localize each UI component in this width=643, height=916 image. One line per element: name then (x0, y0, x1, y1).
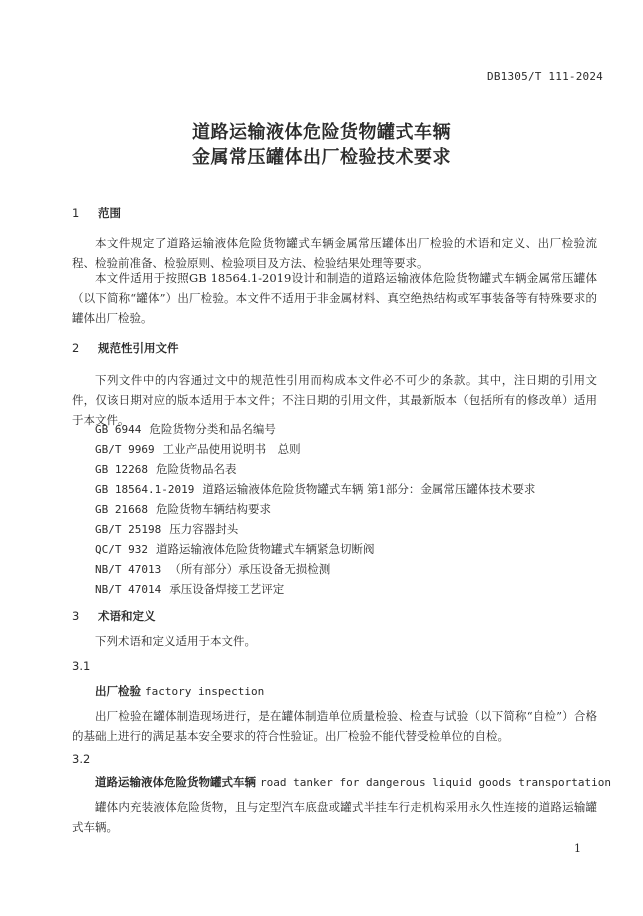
term-definition: 罐体内充装液体危险货物，且与定型汽车底盘或罐式半挂车行走机构采用永久性连接的道路运输罐式车辆。 (72, 800, 597, 834)
reference-item: NB/T 47013 （所有部分）承压设备无损检测 (95, 562, 331, 576)
title-line-1: 道路运输液体危险货物罐式车辆 (192, 122, 451, 143)
section-3-heading (72, 608, 156, 624)
term-title: 出厂检验 factory inspection (95, 684, 265, 698)
section-3-paragraph-1: 下列术语和定义适用于本文件。 (95, 634, 256, 648)
reference-item: QC/T 932 道路运输液体危险货物罐式车辆紧急切断阀 (95, 542, 375, 556)
reference-item: GB/T 9969 工业产品使用说明书 总则 (95, 442, 301, 456)
reference-item: GB 12268 危险货物品名表 (95, 462, 237, 476)
reference-item: GB/T 25198 压力容器封头 (95, 522, 239, 536)
title-line-2: 金属常压罐体出厂检验技术要求 (192, 147, 451, 168)
section-number: 2 (72, 341, 80, 355)
section-number: 3 (72, 609, 80, 623)
section-1-paragraph-2: 本文件适用于按照GB 18564.1-2019设计和制造的道路运输液体危险货物罐式车辆金属常压罐体（以下简称“罐体”）出厂检验。本文件不适用于非金属材料、真空绝热结构或军事装备等有特殊要求的罐体出厂检验。 (72, 271, 597, 325)
section-title: 规范性引用文件 (98, 341, 179, 355)
reference-item: GB 21668 危险货物车辆结构要求 (95, 502, 271, 516)
term-definition: 出厂检验在罐体制造现场进行，是在罐体制造单位质量检验、检查与试验（以下简称“自检”）合格的基础上进行的满足基本安全要求的符合性验证。出厂检验不能代替受检单位的自检。 (72, 709, 597, 743)
page-number: 1 (574, 842, 581, 855)
section-1-heading (72, 205, 121, 221)
section-2-paragraph-1: 下列文件中的内容通过文中的规范性引用而构成本文件必不可少的条款。其中，注日期的引用文件，仅该日期对应的版本适用于本文件；不注日期的引用文件，其最新版本（包括所有的修改单）适用于本文件。 (72, 373, 597, 427)
section-title: 术语和定义 (98, 609, 156, 623)
reference-item: NB/T 47014 承压设备焊接工艺评定 (95, 582, 285, 596)
document-id: DB1305/T 111-2024 (487, 70, 603, 83)
reference-item: GB 6944 危险货物分类和品名编号 (95, 422, 276, 436)
section-1-paragraph-1: 本文件规定了道路运输液体危险货物罐式车辆金属常压罐体出厂检验的术语和定义、出厂检验流程、检验前准备、检验原则、检验项目及方法、检验结果处理等要求。 (72, 236, 597, 270)
section-2-heading (72, 340, 179, 356)
section-number: 1 (72, 206, 80, 220)
term-number: 3.1 (72, 659, 91, 673)
section-title: 范围 (98, 206, 121, 220)
term-title: 道路运输液体危险货物罐式车辆 road tanker for dangerous liquid goods transportation (95, 775, 611, 789)
term-number: 3.2 (72, 752, 91, 766)
reference-item: GB 18564.1-2019 道路运输液体危险货物罐式车辆 第1部分：金属常压罐体技术要求 (95, 482, 536, 496)
